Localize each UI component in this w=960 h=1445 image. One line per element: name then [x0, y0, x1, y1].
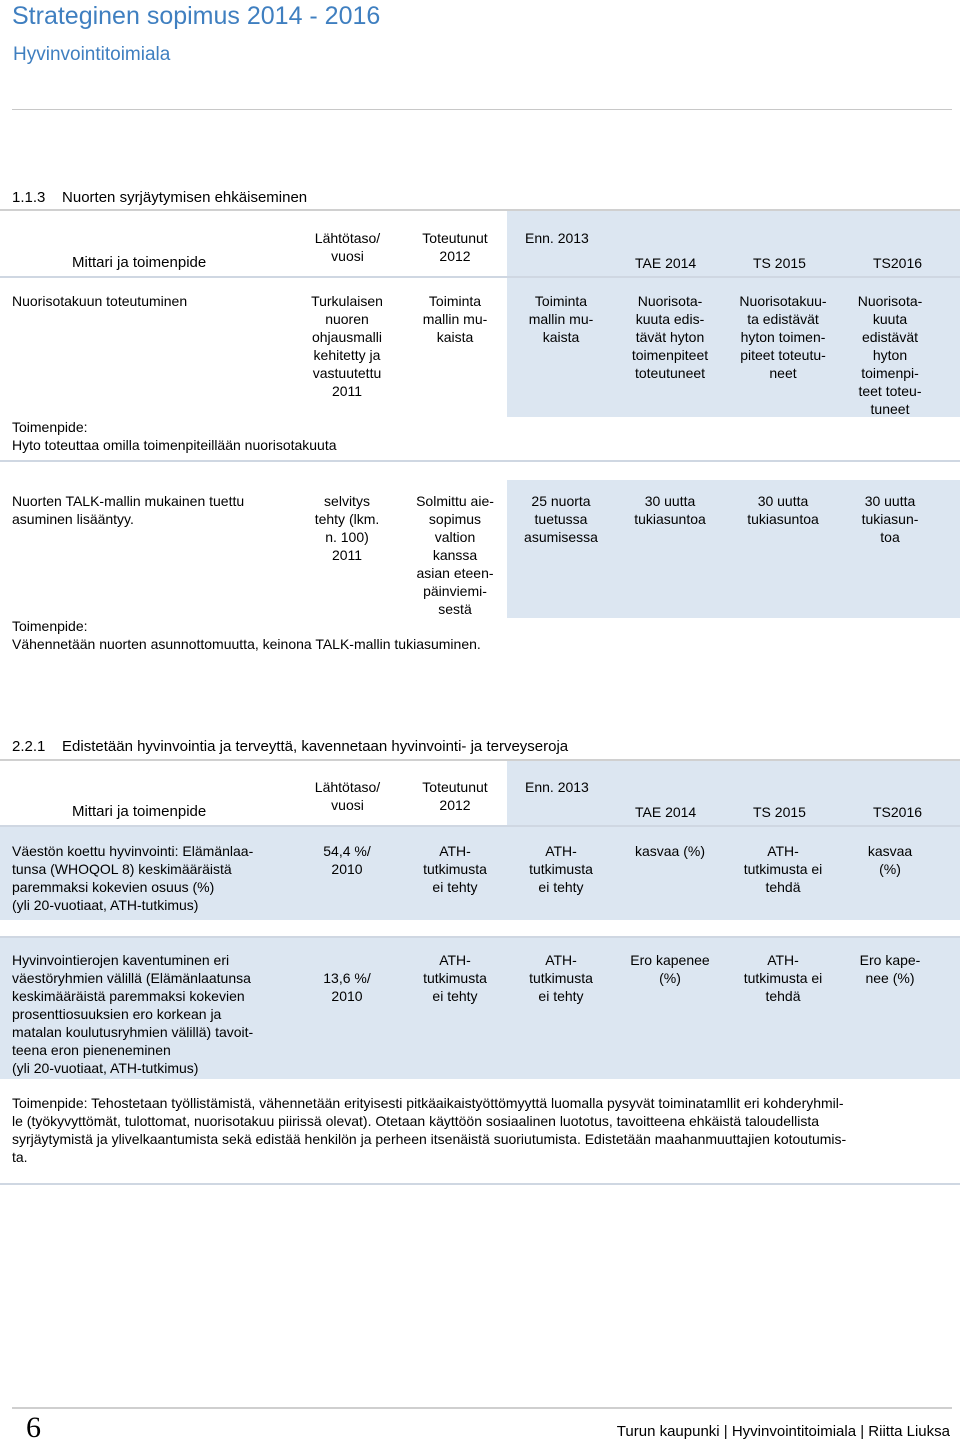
row-tae: kasvaa (%) [634, 843, 706, 859]
col-header-lahtotaso: Lähtötaso/ vuosi [314, 779, 381, 813]
row-lahtotaso: Turkulaisen nuoren ohjausmalli kehitetty ja vastuutettu 2011 [311, 293, 383, 399]
row-ts2015: ATH- tutkimusta ei tehdä [743, 843, 823, 895]
row-ts2015: Nuorisotakuu- ta edistävät hyton toimen- piteet toteutu- neet [739, 293, 827, 381]
row-mittari: Nuorten TALK-mallin mukainen tuettu asuminen lisääntyy. [12, 493, 245, 527]
toimenpide-label: Toimenpide: [12, 618, 88, 634]
row-lahtotaso: 54,4 %/ 2010 [323, 843, 371, 877]
footer-divider [12, 1407, 952, 1409]
row-lahtotaso: 13,6 %/ 2010 [323, 970, 371, 1004]
row-ts2016: Nuorisota- kuuta edistävät hyton toimenpi- teet toteu- tuneet [857, 293, 923, 417]
col-header-ts2016: TS2016 [873, 255, 923, 271]
col-header-enn: Enn. 2013 [525, 779, 589, 795]
col-header-tae: TAE 2014 [635, 255, 697, 271]
row-lahtotaso: selvitys tehty (lkm. n. 100) 2011 [314, 493, 380, 563]
toimenpide-label: Toimenpide: [12, 419, 88, 435]
row-ts2015: 30 uutta tukiasuntoa [747, 493, 819, 527]
row-toteutunut: Solmittu aie- sopimus valtion kanssa asian eteen- päinviemi- sestä [416, 493, 494, 617]
row-enn: ATH- tutkimusta ei tehty [529, 952, 593, 1004]
row-mittari: Väestön koettu hyvinvointi: Elämänlaa- tunsa (WHOQOL 8) keskimääräistä paremmaksi kokevien osuus (%) (yli 20-vuotiaat, ATH-tutkimus) [12, 843, 254, 913]
row-toteutunut: Toiminta mallin mu- kaista [422, 293, 488, 345]
toimenpide-text: Hyto toteuttaa omilla toimenpiteillään nuorisotakuuta [12, 437, 337, 453]
row-enn: 25 nuorta tuetussa asumisessa [524, 493, 598, 545]
row-mittari: Nuorisotakuun toteutuminen [12, 293, 188, 309]
toimenpide-text: Vähennetään nuorten asunnottomuutta, keinona TALK-mallin tukiasuminen. [12, 636, 481, 652]
row-tae: Nuorisota- kuuta edis- tävät hyton toimenpiteet toteutuneet [631, 293, 709, 381]
col-header-tae: TAE 2014 [635, 804, 697, 820]
col-header-ts2015: TS 2015 [753, 255, 806, 271]
col-header-mittari: Mittari ja toimenpide [72, 803, 207, 820]
document-title: Strateginen sopimus 2014 - 2016 [12, 2, 381, 30]
page-number: 6 [26, 1411, 41, 1444]
row-ts2015: ATH- tutkimusta ei tehdä [743, 952, 823, 1004]
row-mittari: Hyvinvointierojen kaventuminen eri väestöryhmien välillä (Elämänlaatunsa keskimääräistä paremmaksi kokevien prosenttiosuuksien ero korkean ja matalan koulutusryhmien välillä) tavoit- teena eron pieneneminen (yli 20-vuotiaat, ATH-tutkimus) [12, 952, 254, 1076]
row-ts2016: Ero kape- nee (%) [859, 952, 921, 986]
row-tae: 30 uutta tukiasuntoa [634, 493, 706, 527]
header-divider [12, 109, 952, 110]
row-divider [0, 460, 960, 462]
document-subtitle: Hyvinvointitoimiala [13, 44, 171, 65]
row-tae: Ero kapenee (%) [630, 952, 710, 986]
toimenpide-text: Toimenpide: Tehostetaan työllistämistä, vähennetään erityisesti pitkäaikaistyöttömyyttä luomalla pysyvät toiminatamllit eri kohderyhmil- le (työkyvyttömät, tulottomat, nuorisotakuu piirissä olevat). Otetaan käyttöön sosiaalinen luototus, tavoitteena ehkäistä taloudellista syrjäytymistä ja ylivelkaantumista sekä edistää henkilön ja perheen itsenäistä suoriutumista. Edistetään maahanmuuttajien kotoutumis- ta. [12, 1095, 847, 1165]
col-header-toteutunut: Toteutunut 2012 [422, 230, 488, 264]
col-header-ts2015: TS 2015 [753, 804, 806, 820]
row-enn: ATH- tutkimusta ei tehty [529, 843, 593, 895]
col-header-ts2016: TS2016 [873, 804, 923, 820]
col-header-mittari: Mittari ja toimenpide [72, 254, 207, 271]
col-header-enn: Enn. 2013 [525, 230, 589, 246]
row-ts2016: kasvaa (%) [867, 843, 913, 877]
row-enn: Toiminta mallin mu- kaista [528, 293, 594, 345]
row-toteutunut: ATH- tutkimusta ei tehty [423, 843, 487, 895]
row-toteutunut: ATH- tutkimusta ei tehty [423, 952, 487, 1004]
col-header-toteutunut: Toteutunut 2012 [422, 779, 488, 813]
col-header-lahtotaso: Lähtötaso/ vuosi [314, 230, 381, 264]
section-2-heading: 2.2.1 Edistetään hyvinvointia ja terveyttä, kavennetaan hyvinvointi- ja terveyseroja [12, 738, 569, 755]
row-ts2016: 30 uutta tukiasun- toa [861, 493, 919, 545]
footer-text: Turun kaupunki | Hyvinvointitoimiala | Riitta Liuksa [616, 1423, 950, 1440]
section-1-heading: 1.1.3 Nuorten syrjäytymisen ehkäiseminen [12, 189, 308, 206]
section-2-bottom-divider [0, 1183, 960, 1185]
